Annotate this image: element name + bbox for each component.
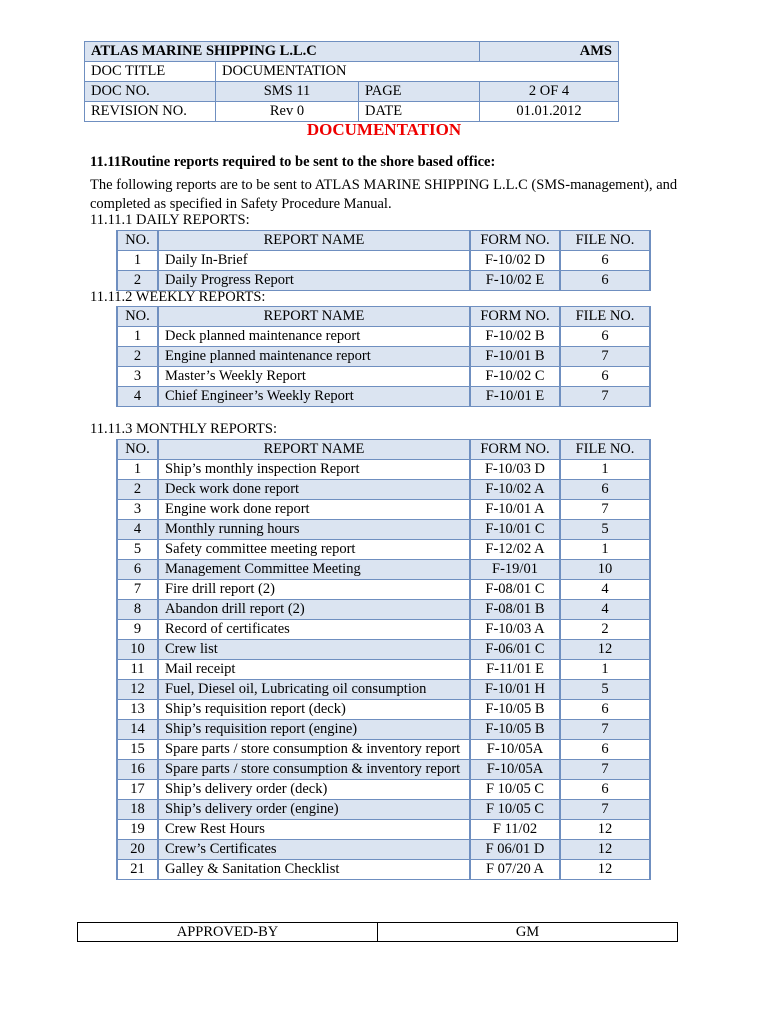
table-row bbox=[117, 347, 650, 367]
cell-name: Management Committee Meeting bbox=[158, 560, 470, 580]
cell-no: 3 bbox=[117, 367, 158, 387]
document-header bbox=[84, 41, 619, 122]
cell-form: F-10/01 E bbox=[470, 387, 560, 407]
table-row bbox=[117, 460, 650, 480]
page-title: DOCUMENTATION bbox=[306, 120, 462, 139]
table-row bbox=[117, 780, 650, 800]
cell-form: F-10/01 A bbox=[470, 500, 560, 520]
table-row bbox=[117, 580, 650, 600]
table-row bbox=[117, 680, 650, 700]
approved-by-label: APPROVED-BY bbox=[78, 923, 378, 942]
cell-name: Ship’s requisition report (deck) bbox=[158, 700, 470, 720]
cell-file: 12 bbox=[560, 820, 650, 840]
cell-file: 4 bbox=[560, 600, 650, 620]
doc-title-label: DOC TITLE bbox=[85, 62, 216, 82]
revision-label: REVISION NO. bbox=[85, 102, 216, 122]
column-header-form: FORM NO. bbox=[470, 440, 560, 460]
cell-form: F-10/02 C bbox=[470, 367, 560, 387]
cell-name: Ship’s delivery order (deck) bbox=[158, 780, 470, 800]
cell-file: 4 bbox=[560, 580, 650, 600]
column-header-form: FORM NO. bbox=[470, 231, 560, 251]
revision-value: Rev 0 bbox=[216, 102, 359, 122]
cell-file: 6 bbox=[560, 700, 650, 720]
cell-file: 6 bbox=[560, 327, 650, 347]
table-row bbox=[117, 760, 650, 780]
cell-name: Fuel, Diesel oil, Lubricating oil consumption bbox=[158, 680, 470, 700]
cell-no: 11 bbox=[117, 660, 158, 680]
cell-form: F-10/05 B bbox=[470, 700, 560, 720]
table-header-row bbox=[117, 307, 650, 327]
cell-file: 6 bbox=[560, 780, 650, 800]
cell-name: Spare parts / store consumption & inventory report bbox=[158, 740, 470, 760]
cell-form: F-08/01 C bbox=[470, 580, 560, 600]
cell-file: 7 bbox=[560, 800, 650, 820]
daily-reports-table bbox=[116, 230, 651, 291]
cell-form: F-10/02 B bbox=[470, 327, 560, 347]
table-row bbox=[117, 560, 650, 580]
cell-form: F-10/02 E bbox=[470, 271, 560, 291]
table-row bbox=[117, 740, 650, 760]
cell-name: Engine work done report bbox=[158, 500, 470, 520]
section-number: 11.11 bbox=[90, 154, 122, 170]
cell-name: Galley & Sanitation Checklist bbox=[158, 860, 470, 880]
cell-name: Crew Rest Hours bbox=[158, 820, 470, 840]
column-header-form: FORM NO. bbox=[470, 307, 560, 327]
table-row bbox=[117, 620, 650, 640]
column-header-file: FILE NO. bbox=[560, 307, 650, 327]
cell-file: 6 bbox=[560, 251, 650, 271]
cell-no: 2 bbox=[117, 480, 158, 500]
cell-no: 10 bbox=[117, 640, 158, 660]
cell-name: Crew list bbox=[158, 640, 470, 660]
table-row bbox=[117, 700, 650, 720]
cell-name: Record of certificates bbox=[158, 620, 470, 640]
cell-no: 20 bbox=[117, 840, 158, 860]
cell-no: 9 bbox=[117, 620, 158, 640]
cell-no: 13 bbox=[117, 700, 158, 720]
table-row bbox=[117, 660, 650, 680]
table-row bbox=[117, 720, 650, 740]
table-row bbox=[117, 480, 650, 500]
cell-no: 15 bbox=[117, 740, 158, 760]
cell-file: 12 bbox=[560, 640, 650, 660]
cell-name: Crew’s Certificates bbox=[158, 840, 470, 860]
cell-no: 19 bbox=[117, 820, 158, 840]
cell-form: F-10/02 D bbox=[470, 251, 560, 271]
cell-file: 5 bbox=[560, 520, 650, 540]
cell-form: F-10/03 D bbox=[470, 460, 560, 480]
cell-name: Chief Engineer’s Weekly Report bbox=[158, 387, 470, 407]
cell-file: 1 bbox=[560, 540, 650, 560]
cell-form: F-10/05A bbox=[470, 740, 560, 760]
cell-form: F-12/02 A bbox=[470, 540, 560, 560]
company-name: ATLAS MARINE SHIPPING L.L.C bbox=[85, 42, 480, 62]
table-row bbox=[117, 800, 650, 820]
column-header-no: NO. bbox=[117, 307, 158, 327]
date-label: DATE bbox=[359, 102, 480, 122]
cell-name: Ship’s monthly inspection Report bbox=[158, 460, 470, 480]
cell-file: 7 bbox=[560, 500, 650, 520]
table-row bbox=[117, 271, 650, 291]
table-row bbox=[117, 600, 650, 620]
approval-footer bbox=[77, 922, 678, 942]
cell-no: 12 bbox=[117, 680, 158, 700]
cell-name: Spare parts / store consumption & inventory report bbox=[158, 760, 470, 780]
table-row bbox=[117, 820, 650, 840]
daily-reports-title: 11.11.1 DAILY REPORTS: bbox=[90, 212, 250, 228]
cell-name: Daily In-Brief bbox=[158, 251, 470, 271]
cell-file: 5 bbox=[560, 680, 650, 700]
cell-file: 7 bbox=[560, 387, 650, 407]
company-code: AMS bbox=[480, 42, 619, 62]
cell-file: 10 bbox=[560, 560, 650, 580]
cell-form: F-06/01 C bbox=[470, 640, 560, 660]
cell-file: 12 bbox=[560, 840, 650, 860]
weekly-reports-table bbox=[116, 306, 651, 407]
column-header-name: REPORT NAME bbox=[158, 231, 470, 251]
cell-file: 6 bbox=[560, 271, 650, 291]
cell-name: Fire drill report (2) bbox=[158, 580, 470, 600]
cell-name: Master’s Weekly Report bbox=[158, 367, 470, 387]
cell-form: F-10/05A bbox=[470, 760, 560, 780]
cell-file: 6 bbox=[560, 480, 650, 500]
cell-no: 1 bbox=[117, 251, 158, 271]
cell-file: 7 bbox=[560, 347, 650, 367]
cell-no: 17 bbox=[117, 780, 158, 800]
cell-form: F-10/02 A bbox=[470, 480, 560, 500]
cell-form: F 10/05 C bbox=[470, 780, 560, 800]
page-value: 2 OF 4 bbox=[480, 82, 619, 102]
section-title bbox=[90, 154, 495, 171]
cell-file: 7 bbox=[560, 720, 650, 740]
table-row bbox=[117, 860, 650, 880]
table-header-row bbox=[117, 440, 650, 460]
table-row bbox=[117, 367, 650, 387]
cell-name: Deck planned maintenance report bbox=[158, 327, 470, 347]
table-row bbox=[117, 520, 650, 540]
cell-file: 1 bbox=[560, 460, 650, 480]
cell-name: Engine planned maintenance report bbox=[158, 347, 470, 367]
column-header-name: REPORT NAME bbox=[158, 307, 470, 327]
cell-form: F 07/20 A bbox=[470, 860, 560, 880]
cell-no: 18 bbox=[117, 800, 158, 820]
cell-no: 7 bbox=[117, 580, 158, 600]
cell-name: Ship’s delivery order (engine) bbox=[158, 800, 470, 820]
date-value: 01.01.2012 bbox=[480, 102, 619, 122]
cell-no: 14 bbox=[117, 720, 158, 740]
doc-no-label: DOC NO. bbox=[85, 82, 216, 102]
cell-file: 6 bbox=[560, 367, 650, 387]
cell-no: 4 bbox=[117, 387, 158, 407]
section-intro: The following reports are to be sent to ATLAS MARINE SHIPPING L.L.C (SMS-management), and completed as specified in Safety Procedure Manual. bbox=[90, 177, 678, 212]
cell-name: Monthly running hours bbox=[158, 520, 470, 540]
cell-no: 8 bbox=[117, 600, 158, 620]
table-row bbox=[117, 327, 650, 347]
cell-name: Safety committee meeting report bbox=[158, 540, 470, 560]
cell-form: F-10/01 C bbox=[470, 520, 560, 540]
cell-form: F 10/05 C bbox=[470, 800, 560, 820]
cell-form: F 06/01 D bbox=[470, 840, 560, 860]
cell-file: 7 bbox=[560, 760, 650, 780]
cell-file: 1 bbox=[560, 660, 650, 680]
doc-no-value: SMS 11 bbox=[216, 82, 359, 102]
column-header-file: FILE NO. bbox=[560, 440, 650, 460]
table-row bbox=[117, 540, 650, 560]
cell-name: Daily Progress Report bbox=[158, 271, 470, 291]
cell-form: F-10/01 B bbox=[470, 347, 560, 367]
table-header-row bbox=[117, 231, 650, 251]
approver-name: GM bbox=[378, 923, 678, 942]
cell-file: 6 bbox=[560, 740, 650, 760]
page-label: PAGE bbox=[359, 82, 480, 102]
cell-name: Mail receipt bbox=[158, 660, 470, 680]
cell-form: F-10/05 B bbox=[470, 720, 560, 740]
cell-no: 21 bbox=[117, 860, 158, 880]
cell-no: 2 bbox=[117, 271, 158, 291]
cell-form: F-08/01 B bbox=[470, 600, 560, 620]
cell-no: 16 bbox=[117, 760, 158, 780]
cell-form: F-10/03 A bbox=[470, 620, 560, 640]
cell-file: 2 bbox=[560, 620, 650, 640]
cell-no: 3 bbox=[117, 500, 158, 520]
cell-no: 2 bbox=[117, 347, 158, 367]
table-row bbox=[117, 387, 650, 407]
cell-form: F-10/01 H bbox=[470, 680, 560, 700]
cell-no: 6 bbox=[117, 560, 158, 580]
table-row bbox=[117, 640, 650, 660]
table-row bbox=[117, 840, 650, 860]
cell-name: Deck work done report bbox=[158, 480, 470, 500]
cell-no: 1 bbox=[117, 327, 158, 347]
cell-form: F 11/02 bbox=[470, 820, 560, 840]
section-title-text: Routine reports required to be sent to the shore based office: bbox=[121, 154, 496, 170]
column-header-name: REPORT NAME bbox=[158, 440, 470, 460]
cell-no: 1 bbox=[117, 460, 158, 480]
cell-name: Abandon drill report (2) bbox=[158, 600, 470, 620]
monthly-reports-title: 11.11.3 MONTHLY REPORTS: bbox=[90, 421, 277, 437]
cell-form: F-11/01 E bbox=[470, 660, 560, 680]
monthly-reports-table bbox=[116, 439, 651, 880]
table-row bbox=[117, 251, 650, 271]
cell-no: 5 bbox=[117, 540, 158, 560]
column-header-no: NO. bbox=[117, 440, 158, 460]
column-header-no: NO. bbox=[117, 231, 158, 251]
cell-no: 4 bbox=[117, 520, 158, 540]
weekly-reports-title: 11.11.2 WEEKLY REPORTS: bbox=[90, 289, 266, 305]
cell-form: F-19/01 bbox=[470, 560, 560, 580]
cell-file: 12 bbox=[560, 860, 650, 880]
table-row bbox=[117, 500, 650, 520]
cell-name: Ship’s requisition report (engine) bbox=[158, 720, 470, 740]
column-header-file: FILE NO. bbox=[560, 231, 650, 251]
doc-title-value: DOCUMENTATION bbox=[216, 62, 619, 82]
